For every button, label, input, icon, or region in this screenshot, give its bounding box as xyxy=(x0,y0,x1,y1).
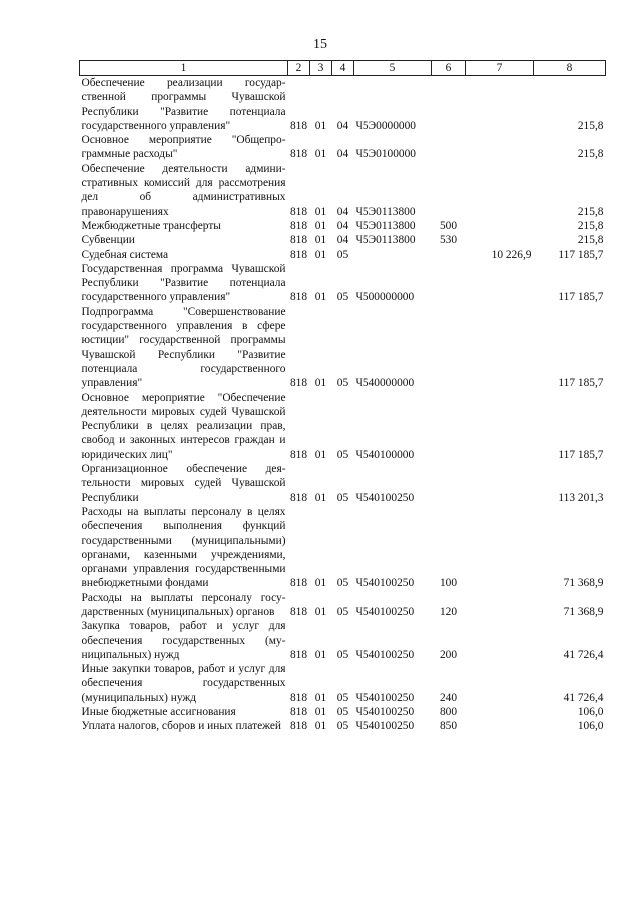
table-row xyxy=(80,305,606,391)
row-description: Расходы на выплаты персоналу в целях обеспечения выполнения функций государственными (муниципальными) органами, казенными учреждениями, органами управления государственными внебюджетными фондами xyxy=(81,505,286,590)
target-article-code: Ч540100250 xyxy=(355,605,415,618)
expense-type-code: 100 xyxy=(439,577,458,590)
row-description: Организационное обеспечение деятельности мировых судей Чувашской Республики xyxy=(81,463,286,504)
table-row xyxy=(80,719,606,733)
subsection-code: 04 xyxy=(336,234,349,247)
row-description: Расходы на выплаты персоналу государственных (муниципальных) органов xyxy=(81,591,286,618)
amount-change xyxy=(466,662,534,705)
expense-type-code xyxy=(432,133,466,162)
section-code: 01 xyxy=(314,720,327,733)
subsection-code: 05 xyxy=(336,448,349,461)
row-description: Обеспечение деятельности административных комиссий для рассмотрения дел об административных правонарушениях xyxy=(81,162,286,218)
ministry-code: 818 xyxy=(289,706,308,719)
amount-total: 113 201,3 xyxy=(558,491,604,504)
row-description: Основное мероприятие "Обеспечение деятельности мировых судей Чувашской Республики в целях реализации прав, свобод и законных интересов граждан и юридических лиц" xyxy=(81,391,286,461)
subsection-code: 05 xyxy=(336,377,349,390)
ministry-code: 818 xyxy=(289,291,308,304)
ministry-code: 818 xyxy=(289,219,308,232)
target-article-code: Ч540100250 xyxy=(355,706,415,719)
amount-change xyxy=(466,462,534,505)
amount-change xyxy=(466,719,534,733)
expense-type-code: 120 xyxy=(439,605,458,618)
section-code: 01 xyxy=(314,491,327,504)
amount-total: 106,0 xyxy=(577,706,604,719)
column-header: 5 xyxy=(354,61,432,76)
expense-type-code xyxy=(432,248,466,262)
ministry-code: 818 xyxy=(289,234,308,247)
target-article-code: Ч5Э0113800 xyxy=(355,219,416,232)
section-code: 01 xyxy=(314,706,327,719)
section-code: 01 xyxy=(314,377,327,390)
section-code: 01 xyxy=(314,205,327,218)
ministry-code: 818 xyxy=(289,119,308,132)
target-article-code: Ч540100250 xyxy=(355,720,415,733)
row-description: Межбюджетные трансферты xyxy=(81,219,221,232)
target-article-code xyxy=(354,248,432,262)
target-article-code: Ч540100250 xyxy=(355,648,415,661)
row-description: Иные бюджетные ассигнования xyxy=(81,706,236,719)
subsection-code: 05 xyxy=(336,577,349,590)
column-header: 2 xyxy=(288,61,310,76)
amount-change: 10 226,9 xyxy=(491,248,532,261)
table-row xyxy=(80,662,606,705)
subsection-code: 05 xyxy=(336,491,349,504)
column-header: 8 xyxy=(534,61,606,76)
amount-change xyxy=(466,162,534,219)
amount-total: 215,8 xyxy=(577,205,604,218)
row-description: Уплата налогов, сборов и иных платежей xyxy=(81,720,281,733)
amount-total: 71 368,9 xyxy=(563,577,604,590)
ministry-code: 818 xyxy=(289,377,308,390)
section-code: 01 xyxy=(314,291,327,304)
amount-change xyxy=(466,619,534,662)
row-description: Государственная программа Чувашской Республики "Развитие потенциала государственного управления" xyxy=(81,262,286,304)
table-body xyxy=(80,76,606,734)
section-code: 01 xyxy=(314,234,327,247)
ministry-code: 818 xyxy=(289,720,308,733)
table-row xyxy=(80,248,606,262)
target-article-code: Ч5Э0100000 xyxy=(355,148,416,161)
ministry-code: 818 xyxy=(289,248,308,261)
table-row xyxy=(80,462,606,505)
subsection-code: 05 xyxy=(336,248,349,261)
amount-change xyxy=(466,591,534,620)
amount-total: 41 726,4 xyxy=(563,648,604,661)
table-row xyxy=(80,219,606,233)
subsection-code: 04 xyxy=(336,219,349,232)
subsection-code: 04 xyxy=(336,119,349,132)
amount-total: 71 368,9 xyxy=(563,605,604,618)
subsection-code: 05 xyxy=(336,605,349,618)
column-header: 1 xyxy=(80,61,288,76)
column-header: 7 xyxy=(466,61,534,76)
amount-change xyxy=(466,133,534,162)
ministry-code: 818 xyxy=(289,691,308,704)
section-code: 01 xyxy=(314,605,327,618)
ministry-code: 818 xyxy=(289,605,308,618)
section-code: 01 xyxy=(314,148,327,161)
amount-total: 117 185,7 xyxy=(558,377,604,390)
section-code: 01 xyxy=(314,219,327,232)
amount-change xyxy=(466,305,534,391)
table-row xyxy=(80,391,606,462)
table-row xyxy=(80,133,606,162)
expense-type-code: 200 xyxy=(439,648,458,661)
section-code: 01 xyxy=(314,648,327,661)
page-number: 15 xyxy=(313,37,327,52)
expense-type-code xyxy=(432,462,466,505)
subsection-code: 05 xyxy=(336,691,349,704)
ministry-code: 818 xyxy=(289,448,308,461)
row-description: Основное мероприятие "Общепрограммные расходы" xyxy=(81,134,286,161)
header-row xyxy=(80,61,606,76)
row-description: Судебная система xyxy=(81,248,169,261)
target-article-code: Ч540100000 xyxy=(355,448,415,461)
ministry-code: 818 xyxy=(289,577,308,590)
amount-change xyxy=(466,505,534,591)
amount-change xyxy=(466,233,534,247)
subsection-code: 05 xyxy=(336,648,349,661)
section-code: 01 xyxy=(314,577,327,590)
target-article-code: Ч5Э0000000 xyxy=(355,119,416,132)
subsection-code: 05 xyxy=(336,291,349,304)
target-article-code: Ч540100250 xyxy=(355,577,415,590)
target-article-code: Ч540000000 xyxy=(355,377,415,390)
section-code: 01 xyxy=(314,119,327,132)
amount-change xyxy=(466,391,534,462)
amount-total: 117 185,7 xyxy=(558,291,604,304)
target-article-code: Ч5Э0113800 xyxy=(355,205,416,218)
amount-total: 117 185,7 xyxy=(558,248,604,261)
expense-type-code: 850 xyxy=(439,720,458,733)
row-description: Обеспечение реализации государственной программы Чувашской Республики "Развитие потенциала государственного управления" xyxy=(81,77,286,132)
table-row xyxy=(80,233,606,247)
budget-table xyxy=(79,60,606,734)
section-code: 01 xyxy=(314,448,327,461)
table-row xyxy=(80,262,606,305)
section-code: 01 xyxy=(314,248,327,261)
ministry-code: 818 xyxy=(289,491,308,504)
column-header: 6 xyxy=(432,61,466,76)
expense-type-code xyxy=(432,76,466,134)
ministry-code: 818 xyxy=(289,205,308,218)
subsection-code: 04 xyxy=(336,205,349,218)
expense-type-code: 500 xyxy=(439,219,458,232)
row-description: Подпрограмма "Совершенствование государственного управления в сфере юстиции" государственной программы Чувашской Республики "Развитие потенциала государственного управления" xyxy=(81,305,286,390)
amount-total: 215,8 xyxy=(577,148,604,161)
table-row xyxy=(80,162,606,219)
amount-change xyxy=(466,219,534,233)
subsection-code: 05 xyxy=(336,720,349,733)
amount-change xyxy=(466,76,534,134)
table-row xyxy=(80,705,606,719)
expense-type-code xyxy=(432,305,466,391)
table-row xyxy=(80,591,606,620)
amount-change xyxy=(466,262,534,305)
expense-type-code: 530 xyxy=(439,234,458,247)
expense-type-code: 800 xyxy=(439,706,458,719)
table-row xyxy=(80,76,606,134)
target-article-code: Ч540100250 xyxy=(355,691,415,704)
subsection-code: 04 xyxy=(336,148,349,161)
section-code: 01 xyxy=(314,691,327,704)
ministry-code: 818 xyxy=(289,148,308,161)
amount-total: 215,8 xyxy=(577,119,604,132)
amount-change xyxy=(466,705,534,719)
row-description: Субвенции xyxy=(81,234,135,247)
target-article-code: Ч500000000 xyxy=(355,291,415,304)
amount-total: 215,8 xyxy=(577,234,604,247)
amount-total: 41 726,4 xyxy=(563,691,604,704)
column-header: 4 xyxy=(332,61,354,76)
ministry-code: 818 xyxy=(289,648,308,661)
amount-total: 117 185,7 xyxy=(558,448,604,461)
table-row xyxy=(80,619,606,662)
target-article-code: Ч540100250 xyxy=(355,491,415,504)
row-description: Иные закупки товаров, работ и услуг для обеспечения государственных (муниципальных) нужд xyxy=(81,663,286,704)
table-row xyxy=(80,505,606,591)
amount-total: 215,8 xyxy=(577,219,604,232)
column-header: 3 xyxy=(310,61,332,76)
expense-type-code: 240 xyxy=(439,691,458,704)
target-article-code: Ч5Э0113800 xyxy=(355,234,416,247)
row-description: Закупка товаров, работ и услуг для обеспечения государственных (муниципальных) нужд xyxy=(81,620,286,661)
amount-total: 106,0 xyxy=(577,720,604,733)
subsection-code: 05 xyxy=(336,706,349,719)
expense-type-code xyxy=(432,162,466,219)
expense-type-code xyxy=(432,391,466,462)
expense-type-code xyxy=(432,262,466,305)
